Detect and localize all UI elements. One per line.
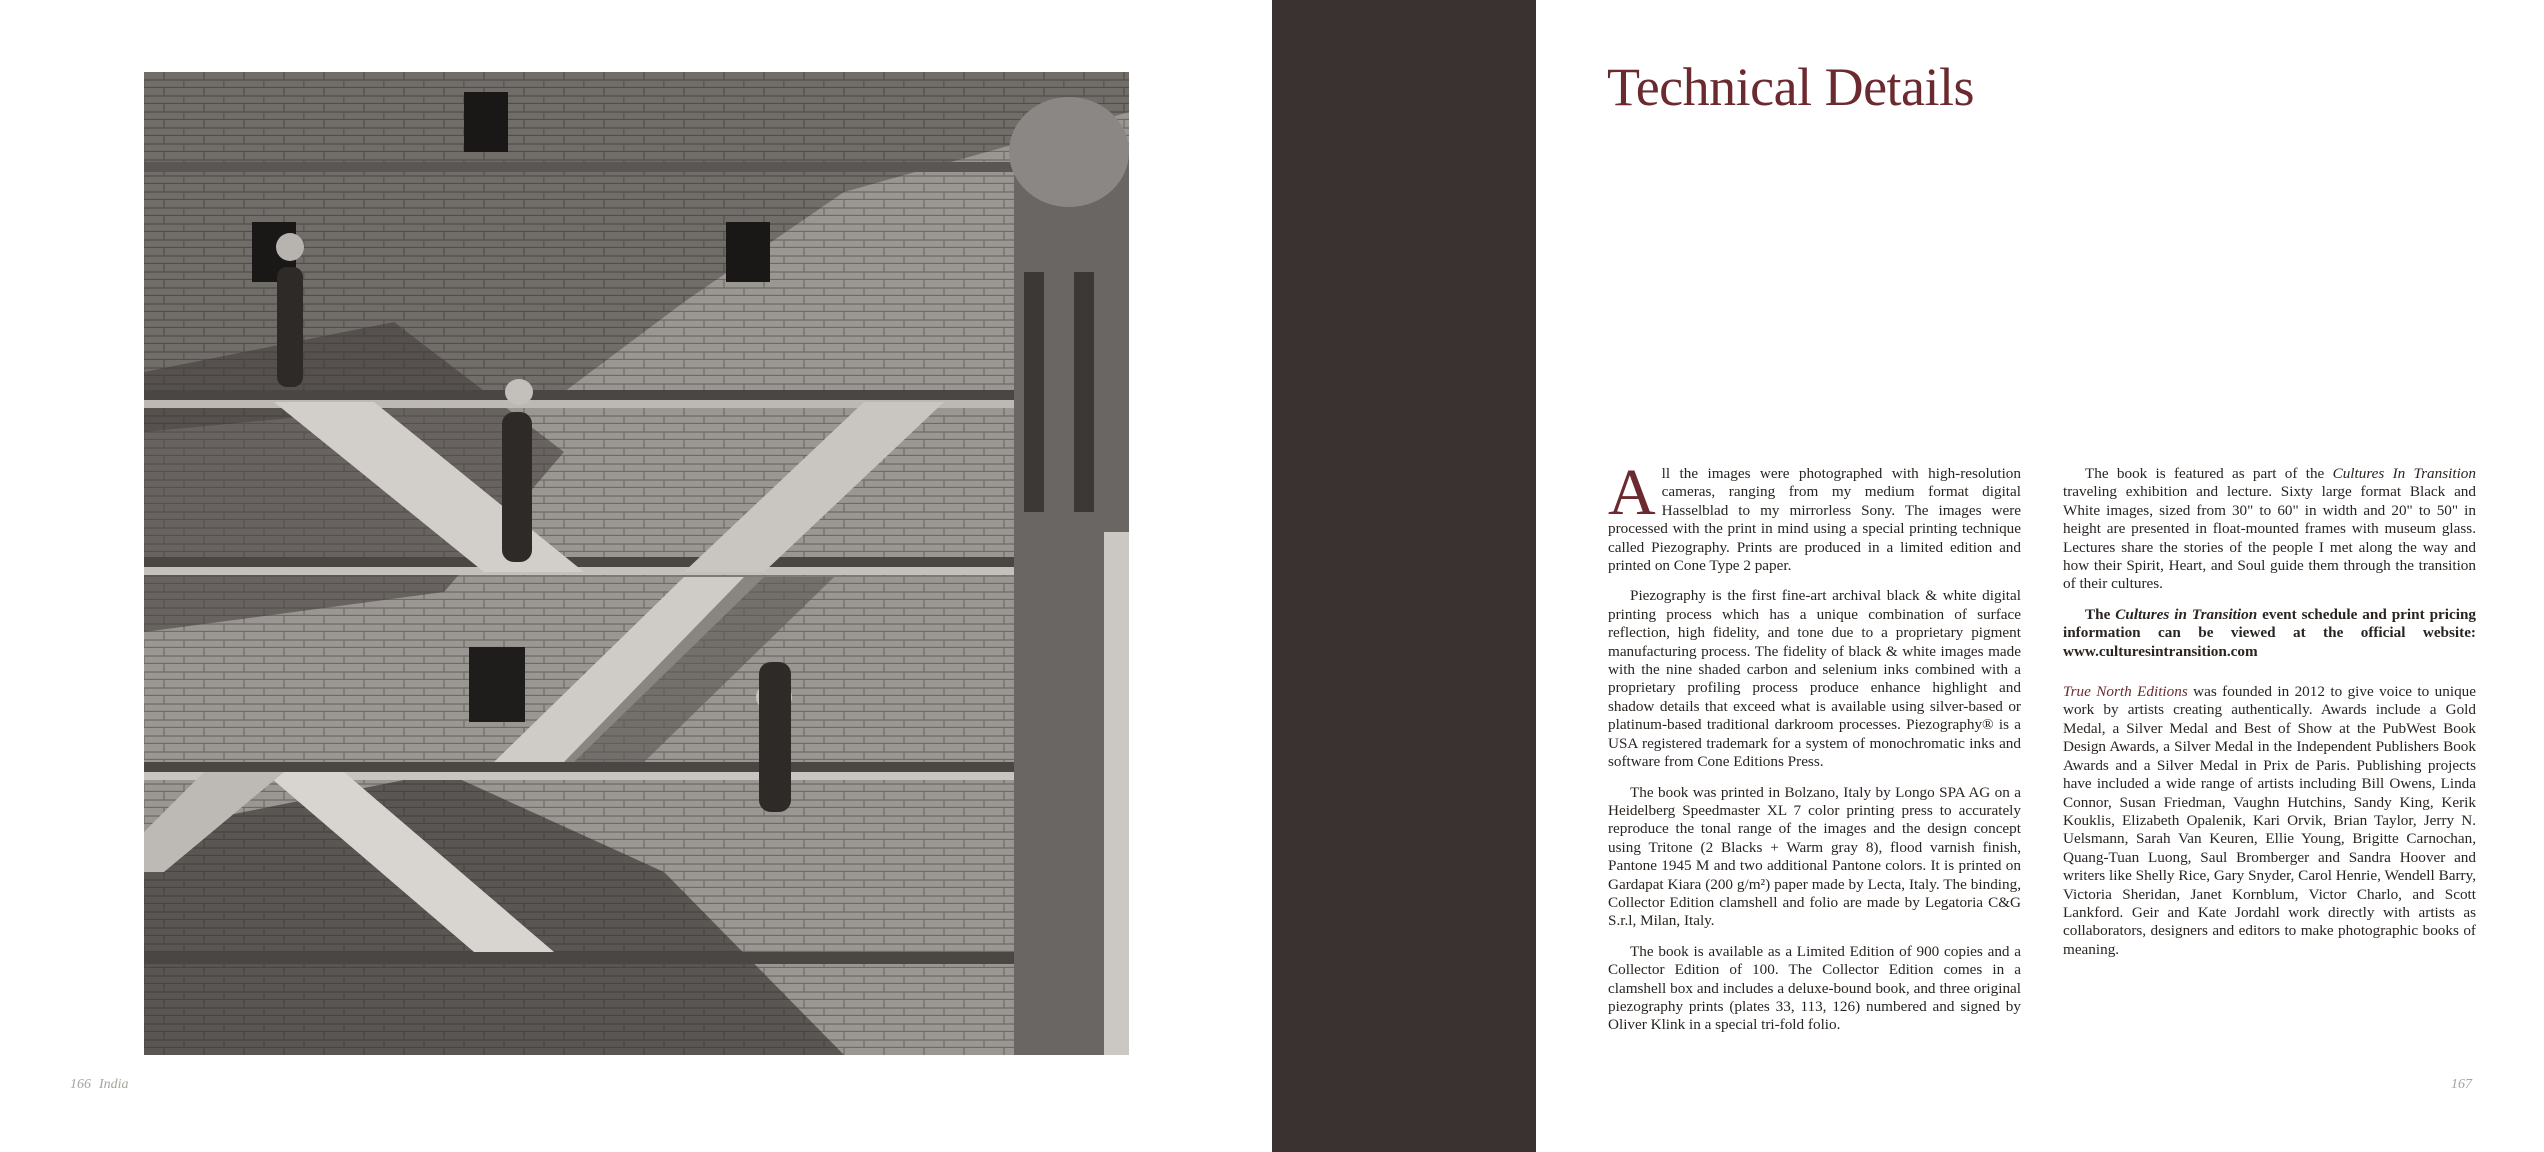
paragraph-editions: The book is available as a Limited Edition of 900 copies and a Collector Edition of 100. The Collector Edition comes in a clamshell box and includes a deluxe-bound book, and three original piezography prints (plates 33, 113, 126) numbered and signed by Oliver Klink in a special tri-fold folio. — [1608, 942, 2021, 1034]
stepwell-photo-illustration — [144, 72, 1129, 1055]
drop-cap: A — [1608, 456, 1656, 529]
paragraph-text: event schedule and print pricing information can be viewed at the official website: www.culturesintransition.com — [2063, 605, 2476, 660]
left-section-label: India — [99, 1077, 129, 1092]
publisher-name: True North Editions — [2063, 683, 2188, 701]
left-page-number: 166 — [70, 1077, 91, 1092]
stepwell-photograph — [144, 72, 1129, 1055]
paragraph-website — [2063, 606, 2476, 661]
left-folio — [70, 1077, 137, 1093]
text-column-left — [1608, 456, 2021, 1047]
paragraph-text: The — [2085, 605, 2116, 623]
page-title: Technical Details — [1607, 57, 1975, 117]
paragraph-publisher — [2063, 683, 2476, 959]
book-spine — [1272, 0, 1536, 1152]
text-column-right — [2063, 465, 2476, 971]
paragraph-text: The book is featured as part of the — [2085, 465, 2333, 482]
paragraph-text: traveling exhibition and lecture. Sixty large format Black and White images, sized from 30" to 60" in width and 20" to 50" in height are presented in float-mounted frames with museum glass. Lectures share the stories of the people I met along the way and how their Spirit, Heart, and Soul guide them through the transition of their cultures. — [2063, 483, 2476, 593]
paragraph-text: was founded in 2012 to give voice to unique work by artists creating authentically. Awards include a Gold Medal, a Silver Medal and Best of Show at the PubWest Book Design Awards, a Silver Medal in the Independent Publishers Book Awards and a Silver Medal in Prix de Paris. Publishing projects have included a wide range of artists including Bill Owens, Linda Connor, Susan Friedman, Vaughn Hutchins, Sandy King, Kerik Kouklis, Elizabeth Opalenik, Kari Orvik, Brian Taylor, Jerry N. Uelsmann, Sarah Van Keuren, Ellie Young, Brigitte Carnochan, Quang-Tuan Luong, Saul Bromberger and Sandra Hoover and writers like Shelly Rice, Gary Snyder, Carol Henrie, Wendell Barry, Victoria Sheridan, Janet Kornblum, Victor Charlo, and Scott Lankford. Geir and Kate Jordahl work directly with artists as collaborators, designers and editors to make photographic books of meaning. — [2063, 683, 2476, 958]
paragraph-exhibition — [2063, 465, 2476, 594]
paragraph-capture-process — [1608, 456, 2021, 575]
paragraph-printing: The book was printed in Bolzano, Italy by Longo SPA AG on a Heidelberg Speedmaster XL 7 color printing press to accurately reproduce the tonal range of the images and the design concept using Tritone (2 Blacks + Warm gray 8), flood varnish finish, Pantone 1945 M and two additional Pantone colors. It is printed on Gardapat Kiara (200 g/m²) paper made by Lecta, Italy. The binding, Collector Edition clamshell and folio are made by Legatoria C&G S.r.l, Milan, Italy. — [1608, 783, 2021, 930]
right-page-number: 167 — [2451, 1077, 2472, 1092]
exhibition-title: Cultures in Transition — [2115, 605, 2258, 623]
exhibition-title: Cultures In Transition — [2332, 465, 2476, 482]
right-page — [1536, 0, 2544, 1152]
paragraph-text: ll the images were photographed with high-resolution cameras, ranging from my medium format digital Hasselblad to my mirrorless Sony. The images were processed with the print in mind using a special printing technique called Piezography. Prints are produced in a limited edition and printed on Cone Type 2 paper. — [1608, 465, 2021, 575]
paragraph-piezography: Piezography is the first fine-art archival black & white digital printing process which has a unique combination of surface reflection, high fidelity, and tone due to a proprietary pigment manufacturing process. The fidelity of black & white images made with the nine shaded carbon and selenium inks combined with a proprietary profiling process produce enhance highlight and shadow details that exceed what is available using silver-based or platinum-based traditional darkroom processes. Piezography® is a USA registered trademark for a system of monochromatic inks and software from Cone Editions Press. — [1608, 587, 2021, 771]
